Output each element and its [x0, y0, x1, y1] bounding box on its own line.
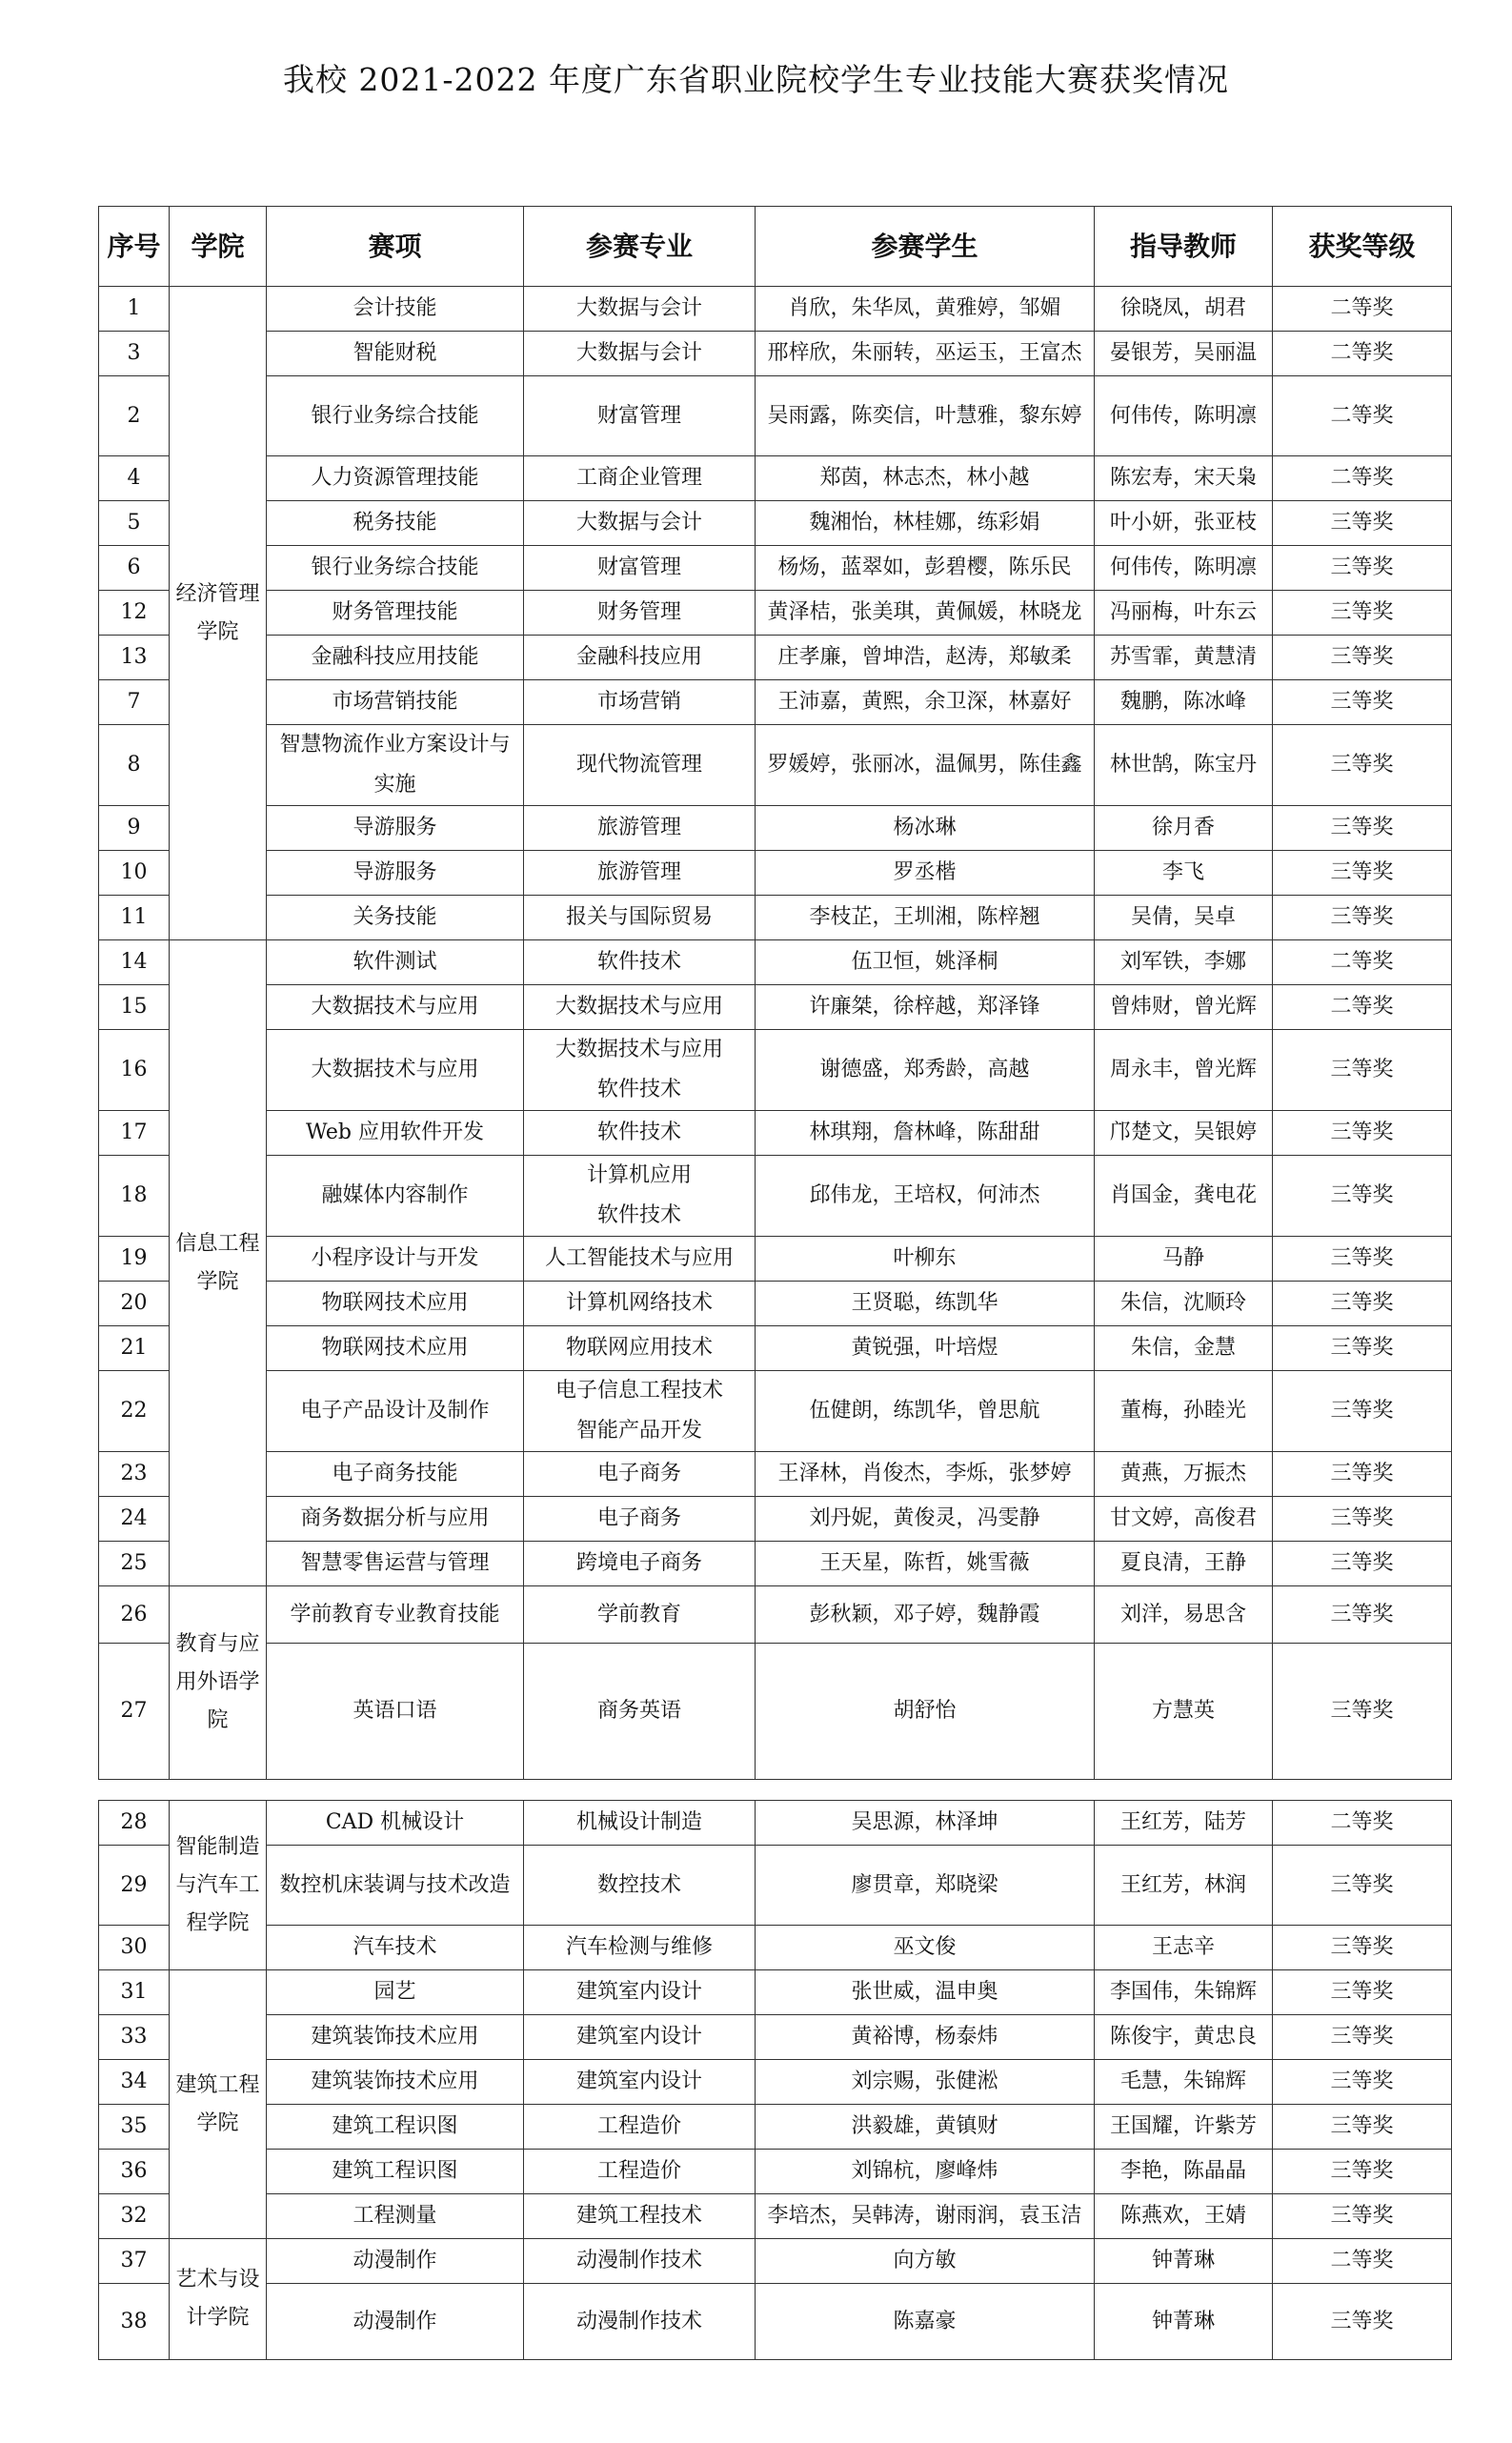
table-row: [99, 1326, 1452, 1371]
students-cell: 郑茵，林志杰，林小越: [756, 456, 1095, 501]
table-row: [99, 332, 1452, 376]
event-cell: 智慧物流作业方案设计与实施: [267, 725, 524, 806]
award-cell: 三等奖: [1273, 1970, 1452, 2015]
row-number: 38: [99, 2284, 170, 2360]
major-cell: 机械设计制造: [524, 1801, 756, 1846]
row-number: 20: [99, 1282, 170, 1326]
major-cell: 大数据与会计: [524, 287, 756, 332]
event-cell: 建筑工程识图: [267, 2105, 524, 2150]
row-number: 26: [99, 1586, 170, 1644]
award-cell: 三等奖: [1273, 725, 1452, 806]
award-cell: 三等奖: [1273, 1111, 1452, 1156]
teachers-cell: 吴倩，吴卓: [1095, 896, 1273, 940]
teachers-cell: 王红芳，林润: [1095, 1846, 1273, 1926]
event-cell: 智慧零售运营与管理: [267, 1542, 524, 1586]
award-cell: 三等奖: [1273, 591, 1452, 636]
major-cell: 财富管理: [524, 546, 756, 591]
row-number: 37: [99, 2239, 170, 2284]
award-cell: 三等奖: [1273, 1926, 1452, 1970]
major-cell: 旅游管理: [524, 806, 756, 851]
award-cell: 三等奖: [1273, 546, 1452, 591]
event-cell: 软件测试: [267, 940, 524, 985]
table-row: [99, 1801, 1452, 1846]
event-cell: 智能财税: [267, 332, 524, 376]
table-row: [99, 806, 1452, 851]
award-cell: 二等奖: [1273, 940, 1452, 985]
students-cell: 杨冰琳: [756, 806, 1095, 851]
major-cell: 财务管理: [524, 591, 756, 636]
major-cell: 大数据与会计: [524, 332, 756, 376]
row-number: 10: [99, 851, 170, 896]
students-cell: 吴思源，林泽坤: [756, 1801, 1095, 1846]
major-cell: 工程造价: [524, 2105, 756, 2150]
teachers-cell: 朱信，沈顺玲: [1095, 1282, 1273, 1326]
row-number: 32: [99, 2194, 170, 2239]
teachers-cell: 刘洋，易思含: [1095, 1586, 1273, 1644]
students-cell: 胡舒怡: [756, 1644, 1095, 1780]
event-cell: 英语口语: [267, 1644, 524, 1780]
major-cell: 工程造价: [524, 2150, 756, 2194]
major-cell: 建筑室内设计: [524, 1970, 756, 2015]
teachers-cell: 邝楚文，吴银婷: [1095, 1111, 1273, 1156]
header-award: 获奖等级: [1273, 207, 1452, 287]
award-cell: 三等奖: [1273, 1371, 1452, 1452]
table-row: [99, 2239, 1452, 2284]
header-students: 参赛学生: [756, 207, 1095, 287]
students-cell: 李培杰，吴韩涛，谢雨润，袁玉洁: [756, 2194, 1095, 2239]
major-cell: 物联网应用技术: [524, 1326, 756, 1371]
students-cell: 罗丞楷: [756, 851, 1095, 896]
event-cell: Web 应用软件开发: [267, 1111, 524, 1156]
table-row: [99, 1156, 1452, 1237]
event-cell: 动漫制作: [267, 2239, 524, 2284]
major-cell: 建筑室内设计: [524, 2015, 756, 2060]
students-cell: 邢梓欣，朱丽转，巫运玉，王富杰: [756, 332, 1095, 376]
award-cell: 二等奖: [1273, 376, 1452, 456]
table-row: [99, 940, 1452, 985]
award-cell: 三等奖: [1273, 501, 1452, 546]
teachers-cell: 董梅，孙睦光: [1095, 1371, 1273, 1452]
teachers-cell: 徐晓凤，胡君: [1095, 287, 1273, 332]
teachers-cell: 叶小妍，张亚枝: [1095, 501, 1273, 546]
teachers-cell: 钟菁琳: [1095, 2239, 1273, 2284]
event-cell: 银行业务综合技能: [267, 376, 524, 456]
major-cell: 旅游管理: [524, 851, 756, 896]
event-cell: 工程测量: [267, 2194, 524, 2239]
award-cell: 二等奖: [1273, 1801, 1452, 1846]
table-row: [99, 896, 1452, 940]
major-cell: 市场营销: [524, 680, 756, 725]
students-cell: 王贤聪，练凯华: [756, 1282, 1095, 1326]
major-cell: 动漫制作技术: [524, 2284, 756, 2360]
teachers-cell: 魏鹏，陈冰峰: [1095, 680, 1273, 725]
award-cell: 三等奖: [1273, 2194, 1452, 2239]
row-number: 27: [99, 1644, 170, 1780]
table-row: [99, 2060, 1452, 2105]
teachers-cell: 苏雪霏，黄慧清: [1095, 636, 1273, 680]
table-row: [99, 636, 1452, 680]
table-row: [99, 1586, 1452, 1644]
award-cell: 三等奖: [1273, 1452, 1452, 1497]
major-cell: 建筑室内设计: [524, 2060, 756, 2105]
table-row: [99, 1846, 1452, 1926]
teachers-cell: 毛慧，朱锦辉: [1095, 2060, 1273, 2105]
award-cell: 三等奖: [1273, 2150, 1452, 2194]
award-cell: 三等奖: [1273, 2105, 1452, 2150]
event-cell: 汽车技术: [267, 1926, 524, 1970]
row-number: 35: [99, 2105, 170, 2150]
row-number: 17: [99, 1111, 170, 1156]
students-cell: 伍卫恒，姚泽桐: [756, 940, 1095, 985]
row-number: 15: [99, 985, 170, 1030]
event-cell: 导游服务: [267, 851, 524, 896]
event-cell: 电子商务技能: [267, 1452, 524, 1497]
row-number: 25: [99, 1542, 170, 1586]
teachers-cell: 李艳，陈晶晶: [1095, 2150, 1273, 2194]
major-cell: 学前教育: [524, 1586, 756, 1644]
table-row: [99, 1282, 1452, 1326]
header-no: 序号: [99, 207, 170, 287]
award-cell: 三等奖: [1273, 1282, 1452, 1326]
header-teachers: 指导教师: [1095, 207, 1273, 287]
table-row: [99, 1644, 1452, 1780]
row-number: 36: [99, 2150, 170, 2194]
row-number: 21: [99, 1326, 170, 1371]
event-cell: 建筑工程识图: [267, 2150, 524, 2194]
row-number: 30: [99, 1926, 170, 1970]
event-cell: 会计技能: [267, 287, 524, 332]
table-row: [99, 2194, 1452, 2239]
students-cell: 李枝芷，王圳湘，陈梓翘: [756, 896, 1095, 940]
students-cell: 许廉桀，徐梓越，郑泽锋: [756, 985, 1095, 1030]
teachers-cell: 陈俊宇，黄忠良: [1095, 2015, 1273, 2060]
major-cell: 金融科技应用: [524, 636, 756, 680]
table-row: [99, 2105, 1452, 2150]
event-cell: 银行业务综合技能: [267, 546, 524, 591]
teachers-cell: 陈宏寿，宋天枭: [1095, 456, 1273, 501]
major-cell: 财富管理: [524, 376, 756, 456]
students-cell: 黄裕博，杨泰炜: [756, 2015, 1095, 2060]
event-cell: 关务技能: [267, 896, 524, 940]
college-cell: 经济管理学院: [170, 287, 267, 940]
students-cell: 杨炀，蓝翠如，彭碧樱，陈乐民: [756, 546, 1095, 591]
header-event: 赛项: [267, 207, 524, 287]
table-row: [99, 725, 1452, 806]
header-major: 参赛专业: [524, 207, 756, 287]
award-cell: 三等奖: [1273, 2015, 1452, 2060]
row-number: 13: [99, 636, 170, 680]
table-row: [99, 2284, 1452, 2360]
event-cell: 小程序设计与开发: [267, 1237, 524, 1282]
award-cell: 三等奖: [1273, 851, 1452, 896]
teachers-cell: 李飞: [1095, 851, 1273, 896]
major-cell: 报关与国际贸易: [524, 896, 756, 940]
students-cell: 王天星，陈哲，姚雪薇: [756, 1542, 1095, 1586]
event-cell: 物联网技术应用: [267, 1282, 524, 1326]
event-cell: 融媒体内容制作: [267, 1156, 524, 1237]
major-cell: 工商企业管理: [524, 456, 756, 501]
major-cell: 计算机应用 软件技术: [524, 1156, 756, 1237]
major-cell: 软件技术: [524, 1111, 756, 1156]
table-row: [99, 1452, 1452, 1497]
students-cell: 黄锐强，叶培煜: [756, 1326, 1095, 1371]
major-cell: 电子商务: [524, 1452, 756, 1497]
teachers-cell: 晏银芳，吴丽温: [1095, 332, 1273, 376]
students-cell: 黄泽桔，张美琪，黄佩媛，林晓龙: [756, 591, 1095, 636]
table-row: [99, 456, 1452, 501]
table-row: [99, 1497, 1452, 1542]
event-cell: 电子产品设计及制作: [267, 1371, 524, 1452]
row-number: 9: [99, 806, 170, 851]
table-row: [99, 2015, 1452, 2060]
students-cell: 彭秋颖，邓子婷，魏静霞: [756, 1586, 1095, 1644]
teachers-cell: 王红芳，陆芳: [1095, 1801, 1273, 1846]
students-cell: 庄孝廉，曾坤浩，赵涛，郑敏柔: [756, 636, 1095, 680]
event-cell: 市场营销技能: [267, 680, 524, 725]
students-cell: 廖贯章，郑晓梁: [756, 1846, 1095, 1926]
table-row: [99, 546, 1452, 591]
award-cell: 二等奖: [1273, 332, 1452, 376]
major-cell: 现代物流管理: [524, 725, 756, 806]
teachers-cell: 钟菁琳: [1095, 2284, 1273, 2360]
award-cell: 三等奖: [1273, 636, 1452, 680]
event-cell: 建筑装饰技术应用: [267, 2015, 524, 2060]
teachers-cell: 肖国金，龚电花: [1095, 1156, 1273, 1237]
award-cell: 二等奖: [1273, 2239, 1452, 2284]
event-cell: 建筑装饰技术应用: [267, 2060, 524, 2105]
awards-table-2: [98, 1800, 1452, 2360]
teachers-cell: 陈燕欢，王婧: [1095, 2194, 1273, 2239]
award-cell: 三等奖: [1273, 1846, 1452, 1926]
award-cell: 三等奖: [1273, 1156, 1452, 1237]
students-cell: 叶柳东: [756, 1237, 1095, 1282]
major-cell: 汽车检测与维修: [524, 1926, 756, 1970]
students-cell: 王沛嘉，黄熙，余卫深，林嘉好: [756, 680, 1095, 725]
students-cell: 向方敏: [756, 2239, 1095, 2284]
table-row: [99, 1111, 1452, 1156]
table-row: [99, 591, 1452, 636]
teachers-cell: 方慧英: [1095, 1644, 1273, 1780]
college-cell: 教育与应用外语学院: [170, 1586, 267, 1780]
students-cell: 刘宗赐，张健淞: [756, 2060, 1095, 2105]
event-cell: 导游服务: [267, 806, 524, 851]
award-cell: 二等奖: [1273, 287, 1452, 332]
students-cell: 邱伟龙，王培权，何沛杰: [756, 1156, 1095, 1237]
teachers-cell: 冯丽梅，叶东云: [1095, 591, 1273, 636]
students-cell: 肖欣，朱华凤，黄雅婷，邹媚: [756, 287, 1095, 332]
students-cell: 刘锦杭，廖峰炜: [756, 2150, 1095, 2194]
students-cell: 巫文俊: [756, 1926, 1095, 1970]
award-cell: 二等奖: [1273, 456, 1452, 501]
college-cell: 艺术与设计学院: [170, 2239, 267, 2360]
major-cell: 数控技术: [524, 1846, 756, 1926]
students-cell: 谢德盛，郑秀龄，高越: [756, 1030, 1095, 1111]
major-cell: 大数据技术与应用: [524, 985, 756, 1030]
students-cell: 魏湘怡，林桂娜，练彩娟: [756, 501, 1095, 546]
awards-table-1: [98, 206, 1452, 1780]
row-number: 28: [99, 1801, 170, 1846]
table-row: [99, 851, 1452, 896]
students-cell: 罗媛婷，张丽冰，温佩男，陈佳鑫: [756, 725, 1095, 806]
teachers-cell: 何伟传，陈明凛: [1095, 376, 1273, 456]
event-cell: 人力资源管理技能: [267, 456, 524, 501]
college-cell: 建筑工程学院: [170, 1970, 267, 2239]
header-row: [99, 207, 1452, 287]
teachers-cell: 王国耀，许紫芳: [1095, 2105, 1273, 2150]
award-cell: 三等奖: [1273, 1586, 1452, 1644]
row-number: 2: [99, 376, 170, 456]
major-cell: 商务英语: [524, 1644, 756, 1780]
major-cell: 动漫制作技术: [524, 2239, 756, 2284]
row-number: 23: [99, 1452, 170, 1497]
table-row: [99, 1542, 1452, 1586]
college-cell: 智能制造与汽车工程学院: [170, 1801, 267, 1970]
college-cell: 信息工程学院: [170, 940, 267, 1586]
event-cell: 物联网技术应用: [267, 1326, 524, 1371]
award-cell: 三等奖: [1273, 1030, 1452, 1111]
teachers-cell: 夏良清，王静: [1095, 1542, 1273, 1586]
event-cell: 财务管理技能: [267, 591, 524, 636]
teachers-cell: 朱信，金慧: [1095, 1326, 1273, 1371]
row-number: 4: [99, 456, 170, 501]
major-cell: 电子信息工程技术 智能产品开发: [524, 1371, 756, 1452]
header-college: 学院: [170, 207, 267, 287]
table-row: [99, 2150, 1452, 2194]
students-cell: 张世威，温申奥: [756, 1970, 1095, 2015]
award-cell: 三等奖: [1273, 1237, 1452, 1282]
row-number: 33: [99, 2015, 170, 2060]
teachers-cell: 林世鹄，陈宝丹: [1095, 725, 1273, 806]
table-row: [99, 985, 1452, 1030]
event-cell: 学前教育专业教育技能: [267, 1586, 524, 1644]
row-number: 3: [99, 332, 170, 376]
students-cell: 林琪翔，詹林峰，陈甜甜: [756, 1111, 1095, 1156]
table-row: [99, 287, 1452, 332]
row-number: 5: [99, 501, 170, 546]
table-row: [99, 376, 1452, 456]
row-number: 11: [99, 896, 170, 940]
event-cell: 数控机床装调与技术改造: [267, 1846, 524, 1926]
major-cell: 电子商务: [524, 1497, 756, 1542]
row-number: 31: [99, 1970, 170, 2015]
students-cell: 洪毅雄，黄镇财: [756, 2105, 1095, 2150]
award-cell: 三等奖: [1273, 680, 1452, 725]
students-cell: 伍健朗，练凯华，曾思航: [756, 1371, 1095, 1452]
award-cell: 三等奖: [1273, 1497, 1452, 1542]
students-cell: 刘丹妮，黄俊灵，冯雯静: [756, 1497, 1095, 1542]
students-cell: 王泽林，肖俊杰，李烁，张梦婷: [756, 1452, 1095, 1497]
teachers-cell: 马静: [1095, 1237, 1273, 1282]
teachers-cell: 周永丰，曾光辉: [1095, 1030, 1273, 1111]
major-cell: 软件技术: [524, 940, 756, 985]
award-cell: 三等奖: [1273, 2060, 1452, 2105]
event-cell: 大数据技术与应用: [267, 1030, 524, 1111]
table-row: [99, 680, 1452, 725]
table-row: [99, 1030, 1452, 1111]
teachers-cell: 王志辛: [1095, 1926, 1273, 1970]
teachers-cell: 何伟传，陈明凛: [1095, 546, 1273, 591]
row-number: 29: [99, 1846, 170, 1926]
teachers-cell: 刘军铁，李娜: [1095, 940, 1273, 985]
major-cell: 建筑工程技术: [524, 2194, 756, 2239]
row-number: 18: [99, 1156, 170, 1237]
award-cell: 三等奖: [1273, 1542, 1452, 1586]
table-row: [99, 1970, 1452, 2015]
row-number: 6: [99, 546, 170, 591]
event-cell: 园艺: [267, 1970, 524, 2015]
award-cell: 三等奖: [1273, 1644, 1452, 1780]
row-number: 12: [99, 591, 170, 636]
row-number: 34: [99, 2060, 170, 2105]
table-row: [99, 1371, 1452, 1452]
teachers-cell: 甘文婷，高俊君: [1095, 1497, 1273, 1542]
award-cell: 三等奖: [1273, 2284, 1452, 2360]
row-number: 24: [99, 1497, 170, 1542]
award-cell: 三等奖: [1273, 1326, 1452, 1371]
row-number: 8: [99, 725, 170, 806]
major-cell: 大数据技术与应用 软件技术: [524, 1030, 756, 1111]
row-number: 1: [99, 287, 170, 332]
teachers-cell: 黄燕，万振杰: [1095, 1452, 1273, 1497]
row-number: 19: [99, 1237, 170, 1282]
students-cell: 吴雨露，陈奕信，叶慧雅，黎东婷: [756, 376, 1095, 456]
award-cell: 三等奖: [1273, 896, 1452, 940]
table-row: [99, 1237, 1452, 1282]
row-number: 16: [99, 1030, 170, 1111]
major-cell: 计算机网络技术: [524, 1282, 756, 1326]
row-number: 22: [99, 1371, 170, 1452]
table-row: [99, 1926, 1452, 1970]
award-cell: 三等奖: [1273, 806, 1452, 851]
event-cell: 金融科技应用技能: [267, 636, 524, 680]
row-number: 14: [99, 940, 170, 985]
event-cell: 动漫制作: [267, 2284, 524, 2360]
event-cell: CAD 机械设计: [267, 1801, 524, 1846]
major-cell: 跨境电子商务: [524, 1542, 756, 1586]
teachers-cell: 曾炜财，曾光辉: [1095, 985, 1273, 1030]
major-cell: 大数据与会计: [524, 501, 756, 546]
students-cell: 陈嘉豪: [756, 2284, 1095, 2360]
table-row: [99, 501, 1452, 546]
event-cell: 税务技能: [267, 501, 524, 546]
teachers-cell: 徐月香: [1095, 806, 1273, 851]
award-cell: 二等奖: [1273, 985, 1452, 1030]
page-title: 我校 2021-2022 年度广东省职业院校学生专业技能大赛获奖情况: [282, 61, 1230, 98]
row-number: 7: [99, 680, 170, 725]
teachers-cell: 李国伟，朱锦辉: [1095, 1970, 1273, 2015]
major-cell: 人工智能技术与应用: [524, 1237, 756, 1282]
event-cell: 商务数据分析与应用: [267, 1497, 524, 1542]
event-cell: 大数据技术与应用: [267, 985, 524, 1030]
